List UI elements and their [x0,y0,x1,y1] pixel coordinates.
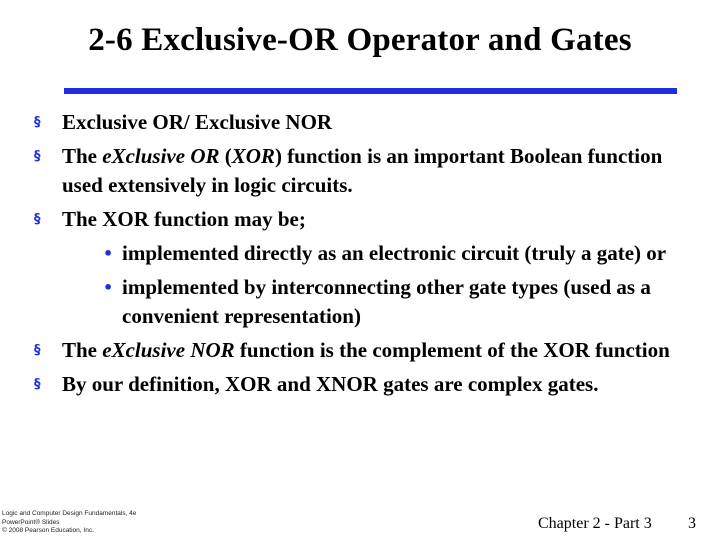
publisher-logo [2,510,136,536]
emphasized-term: eXclusive OR [102,144,220,168]
slide-body [0,108,720,404]
bullet-item [0,142,720,200]
section-bullet-icon: § [34,115,41,130]
bullet-text: The XOR function may be; [62,207,306,231]
dot-bullet-icon: • [103,244,114,263]
dot-bullet-icon: • [103,278,114,297]
bullet-item [0,336,720,365]
section-bullet-icon: § [34,212,41,227]
bullet-item [0,205,720,234]
logo-line: © 2008 Pearson Education, Inc. [2,527,94,534]
bullet-text-prefix: The [62,144,103,168]
chapter-label: Chapter 2 - Part 3 [538,515,652,532]
logo-line: PowerPoint® Slides [2,518,60,526]
title-underline [64,88,677,94]
section-bullet-icon: § [34,343,41,358]
bullet-text-prefix: The [62,338,103,362]
section-bullet-icon: § [34,377,41,392]
section-bullet-icon: § [34,149,41,164]
sub-bullet-text: implemented directly as an electronic circuit (truly a gate) or [122,241,667,265]
bullet-text-suffix: ) function is an important Boolean function used extensively in logic circuits. [62,144,663,197]
sub-bullet-item [0,239,720,268]
bullet-text-mid: ( [219,144,232,168]
bullet-item [0,370,720,399]
bullet-item [0,108,720,137]
slide-title: 2-6 Exclusive-OR Operator and Gates [88,22,632,58]
page-number: 3 [688,515,696,532]
logo-line: Logic and Computer Design Fundamentals, 4e [2,510,137,517]
bullet-text: By our definition, XOR and XNOR gates are complex gates. [62,372,599,396]
sub-bullet-item [0,273,720,331]
emphasized-term: eXclusive NOR [102,338,235,362]
bullet-text: Exclusive OR/ Exclusive NOR [62,110,333,134]
emphasized-abbreviation: XOR [231,144,275,168]
bullet-text-suffix: function is the complement of the XOR function [234,338,670,362]
sub-bullet-text: implemented by interconnecting other gate types (used as a convenient representation) [122,275,651,328]
